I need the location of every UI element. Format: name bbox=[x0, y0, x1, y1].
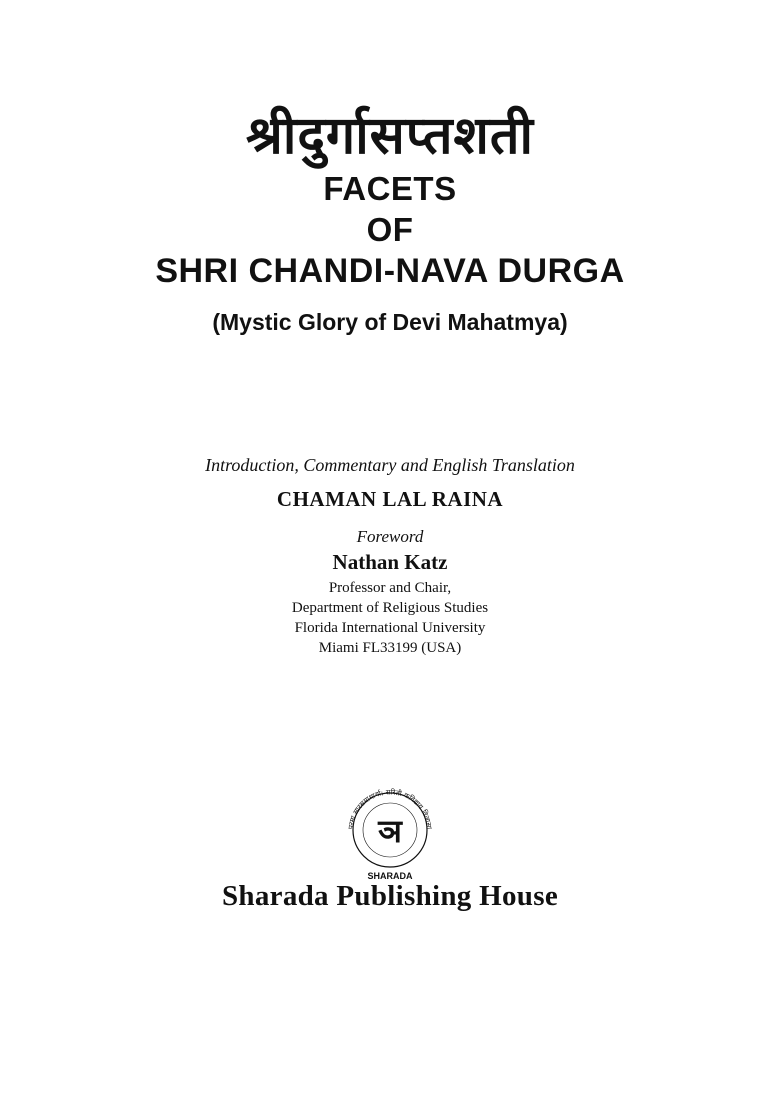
affiliation-line: Department of Religious Studies bbox=[291, 600, 489, 616]
affiliation-line: Miami FL33199 (USA) bbox=[318, 640, 462, 656]
logo-ring-text: परमा सारसमाधार्या: सरिती कविद्याय विलासा bbox=[347, 788, 434, 830]
author-name: CHAMAN LAL RAINA bbox=[276, 487, 504, 511]
affiliation-line: Professor and Chair, bbox=[328, 580, 452, 596]
logo-glyph: ञ bbox=[378, 812, 402, 850]
credit-role: Introduction, Commentary and English Translation bbox=[205, 455, 575, 475]
title-line-facets: FACETS bbox=[323, 170, 457, 207]
devanagari-title: श्रीदुर्गासप्तशती bbox=[246, 106, 534, 166]
foreword-label: Foreword bbox=[356, 527, 424, 546]
publisher-name: Sharada Publishing House bbox=[222, 880, 558, 912]
foreword-author: Nathan Katz bbox=[332, 550, 448, 574]
publisher-logo bbox=[340, 782, 440, 882]
title-line-main: SHRI CHANDI-NAVA DURGA bbox=[155, 252, 625, 290]
title-line-of: OF bbox=[366, 211, 414, 248]
subtitle: (Mystic Glory of Devi Mahatmya) bbox=[212, 309, 568, 335]
logo-label: SHARADA bbox=[367, 871, 413, 881]
affiliation-line: Florida International University bbox=[294, 620, 486, 636]
